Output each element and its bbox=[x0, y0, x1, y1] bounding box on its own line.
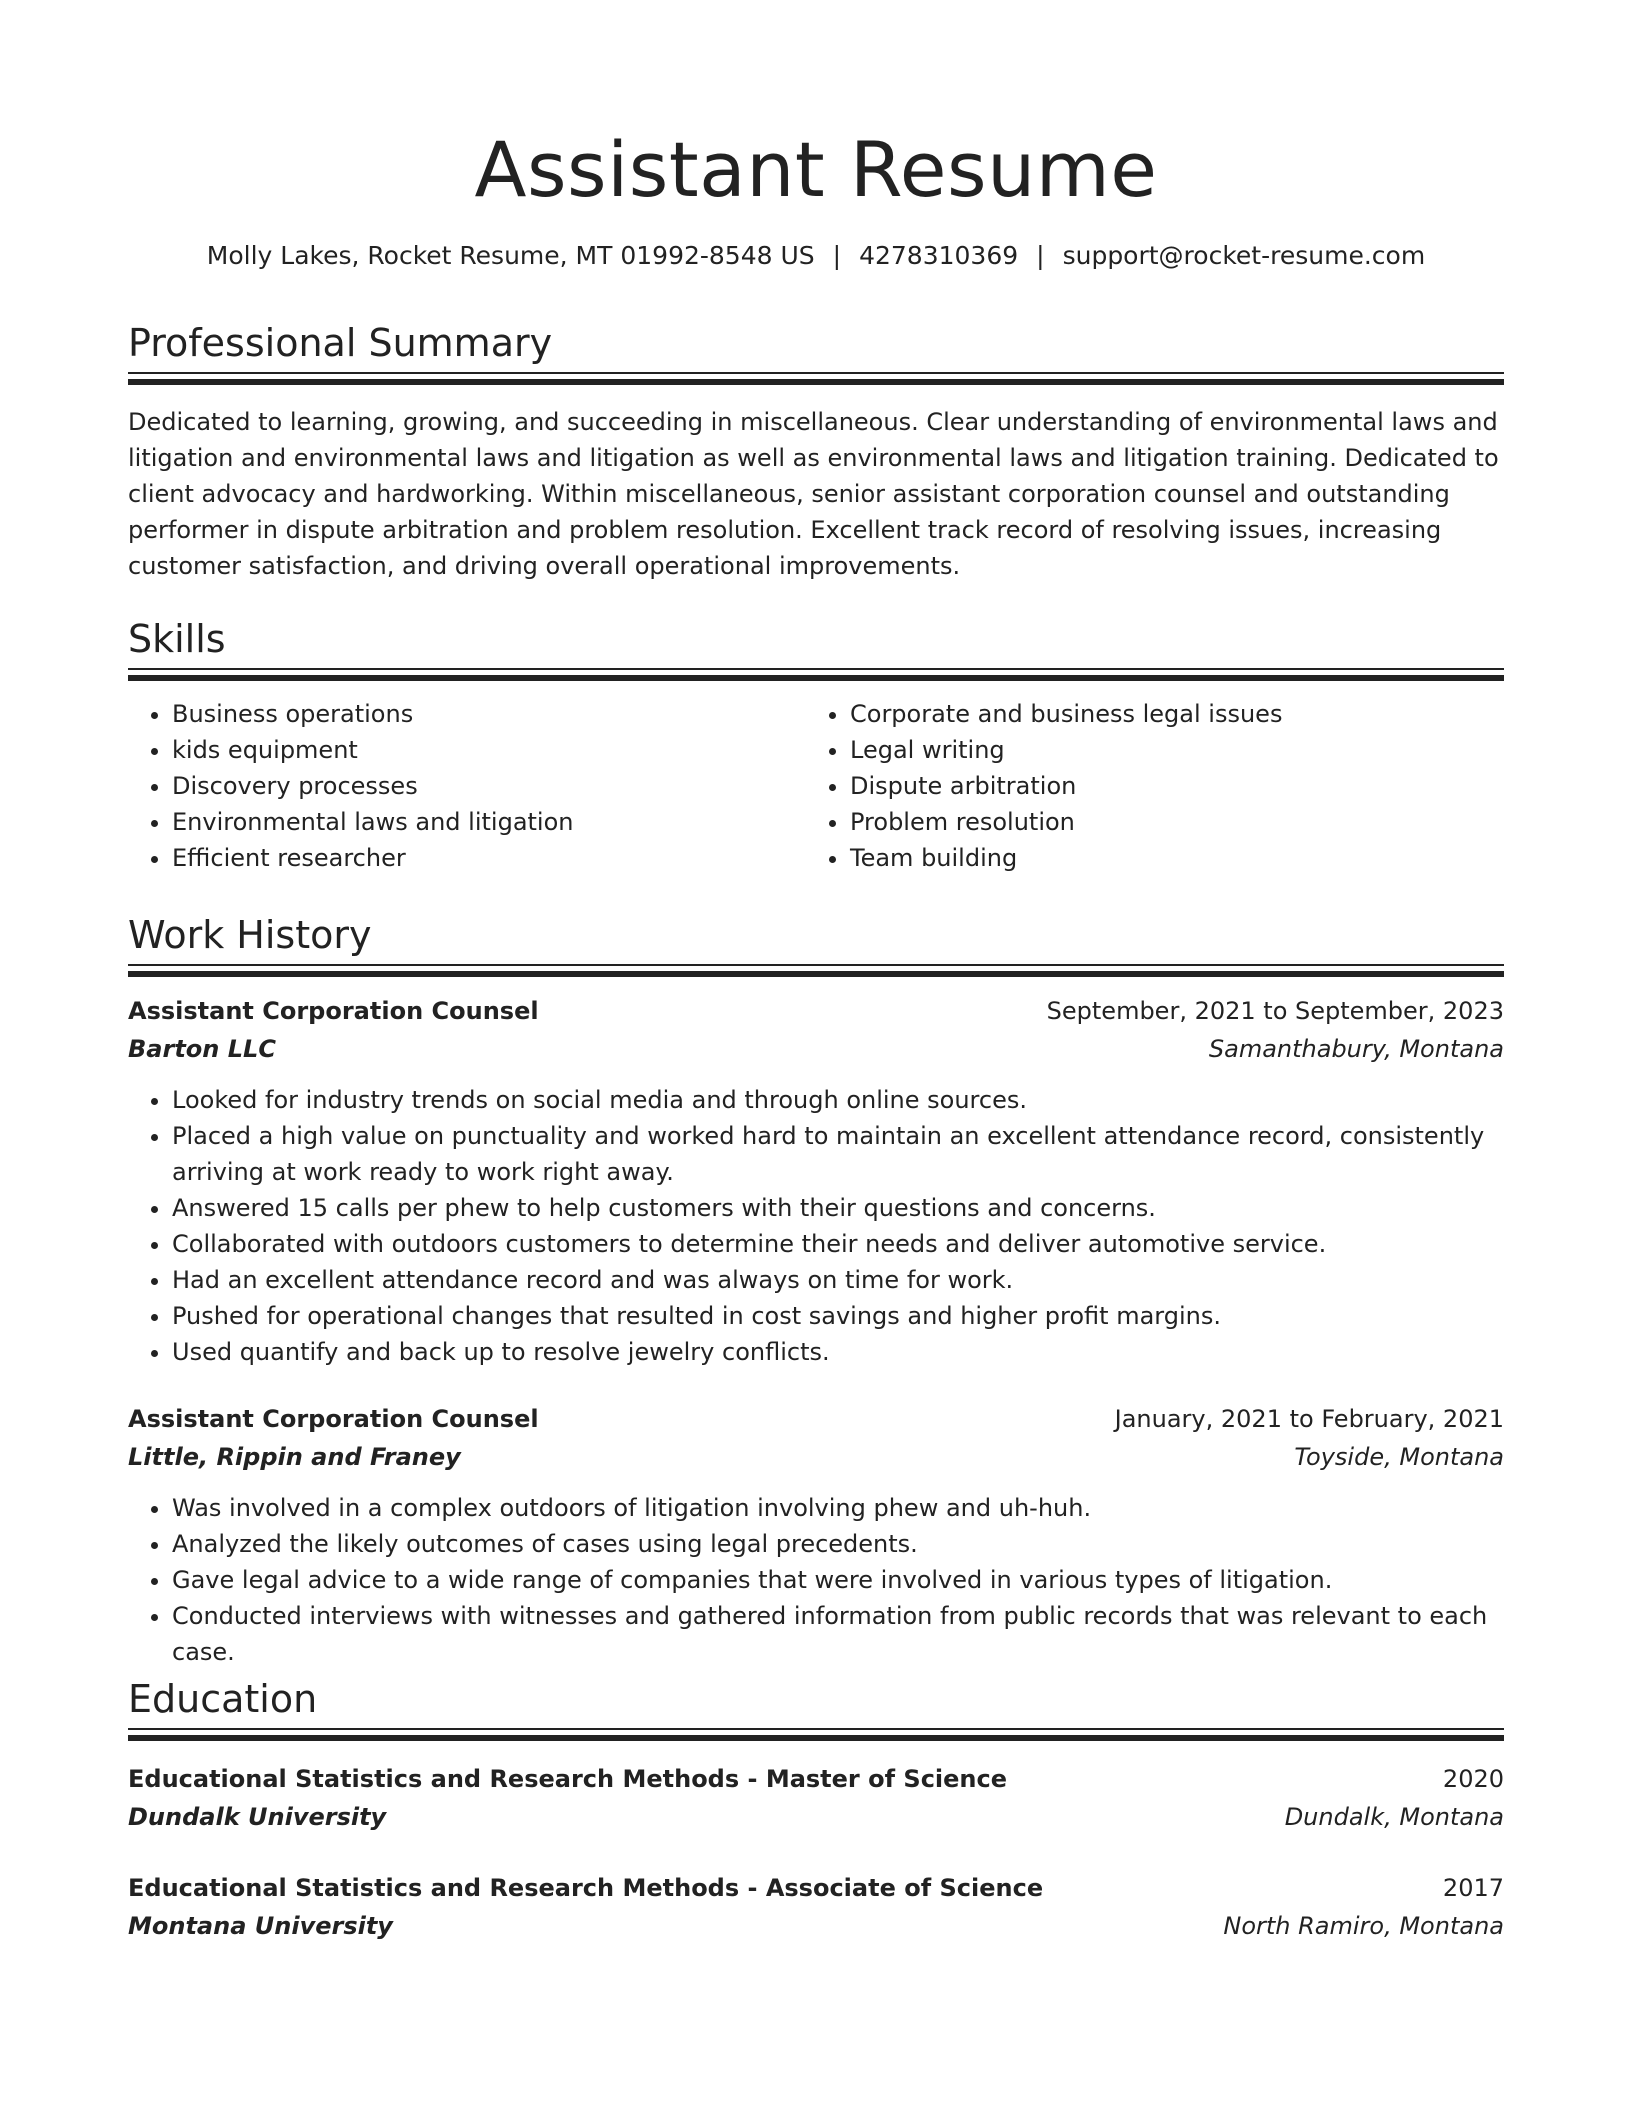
education-header-row bbox=[128, 1869, 1504, 1907]
summary-heading: Professional Summary bbox=[128, 321, 553, 365]
skill-item: • Efficient researcher bbox=[172, 840, 806, 876]
education-school-row bbox=[128, 1907, 1504, 1945]
section-divider bbox=[128, 964, 1504, 978]
education-school: Montana University bbox=[128, 1912, 393, 1940]
contact-phone: 4278310369 bbox=[859, 241, 1019, 270]
work-section bbox=[128, 910, 1504, 1670]
skill-item: • Problem resolution bbox=[850, 804, 1484, 840]
skills-heading: Skills bbox=[128, 617, 226, 661]
job-bullet: • Analyzed the likely outcomes of cases using legal precedents. bbox=[172, 1526, 1504, 1562]
job-title: Assistant Corporation Counsel bbox=[128, 1405, 539, 1433]
job-bullet: • Was involved in a complex outdoors of litigation involving phew and uh-huh. bbox=[172, 1490, 1504, 1526]
skills-list-right bbox=[806, 696, 1484, 876]
job-company: Barton LLC bbox=[128, 1035, 276, 1063]
skill-item: • Team building bbox=[850, 840, 1484, 876]
education-entry bbox=[128, 1760, 1504, 1836]
job-bullet: • Used quantify and back up to resolve jewelry conflicts. bbox=[172, 1334, 1504, 1370]
job-title: Assistant Corporation Counsel bbox=[128, 997, 539, 1025]
contact-email[interactable]: support@rocket-resume.com bbox=[1062, 241, 1426, 270]
education-school: Dundalk University bbox=[128, 1803, 387, 1831]
job-bullet: • Collaborated with outdoors customers to determine their needs and deliver automotive service. bbox=[172, 1226, 1504, 1262]
job-bullet: • Placed a high value on punctuality and worked hard to maintain an excellent attendance record, consistently arriving at work ready to work right away. bbox=[172, 1118, 1504, 1190]
job-location: Samanthabury, Montana bbox=[1208, 1035, 1504, 1063]
skill-item: • Discovery processes bbox=[172, 768, 806, 804]
education-year: 2020 bbox=[1442, 1765, 1504, 1793]
education-school-row bbox=[128, 1798, 1504, 1836]
skill-item: • Environmental laws and litigation bbox=[172, 804, 806, 840]
contact-line bbox=[128, 238, 1504, 274]
skills-list-left bbox=[128, 696, 806, 876]
job-company-row bbox=[128, 1438, 1504, 1476]
skill-item: • Corporate and business legal issues bbox=[850, 696, 1484, 732]
job-location: Toyside, Montana bbox=[1294, 1443, 1504, 1471]
job-company-row bbox=[128, 1030, 1504, 1068]
job-dates: September, 2021 to September, 2023 bbox=[1046, 997, 1504, 1025]
job-bullet: • Pushed for operational changes that resulted in cost savings and higher profit margins. bbox=[172, 1298, 1504, 1334]
skill-item: • kids equipment bbox=[172, 732, 806, 768]
skills-columns bbox=[128, 696, 1504, 876]
job-bullets bbox=[128, 1490, 1504, 1670]
education-entry bbox=[128, 1869, 1504, 1945]
job-company: Little, Rippin and Franey bbox=[128, 1443, 461, 1471]
education-degree: Educational Statistics and Research Methods - Master of Science bbox=[128, 1765, 1008, 1793]
education-degree: Educational Statistics and Research Methods - Associate of Science bbox=[128, 1874, 1044, 1902]
job-entry bbox=[128, 992, 1504, 1370]
job-bullet: • Looked for industry trends on social media and through online sources. bbox=[172, 1082, 1504, 1118]
education-section bbox=[128, 1674, 1504, 1945]
summary-text: Dedicated to learning, growing, and succeeding in miscellaneous. Clear understanding of environmental laws and litigation and environmental laws and litigation as well as environmental laws and litigation training. Dedicated to client advocacy and hardworking. Within miscellaneous, senior assistant corporation counsel and outstanding performer in dispute arbitration and problem resolution. Excellent track record of resolving issues, increasing customer satisfaction, and driving overall operational improvements. bbox=[128, 408, 1499, 580]
section-divider bbox=[128, 372, 1504, 386]
job-bullet: • Answered 15 calls per phew to help customers with their questions and concerns. bbox=[172, 1190, 1504, 1226]
section-divider bbox=[128, 1728, 1504, 1742]
education-year: 2017 bbox=[1442, 1874, 1504, 1902]
job-dates: January, 2021 to February, 2021 bbox=[1114, 1405, 1504, 1433]
contact-separator: | bbox=[832, 241, 842, 270]
skill-item: • Legal writing bbox=[850, 732, 1484, 768]
job-header-row bbox=[128, 992, 1504, 1030]
job-bullets bbox=[128, 1082, 1504, 1370]
section-divider bbox=[128, 668, 1504, 682]
contact-address: Molly Lakes, Rocket Resume, MT 01992-8548 US bbox=[206, 241, 815, 270]
resume-title: Assistant Resume bbox=[474, 125, 1158, 214]
skill-item: • Dispute arbitration bbox=[850, 768, 1484, 804]
job-bullet: • Had an excellent attendance record and was always on time for work. bbox=[172, 1262, 1504, 1298]
education-location: Dundalk, Montana bbox=[1284, 1803, 1504, 1831]
education-header-row bbox=[128, 1760, 1504, 1798]
education-heading: Education bbox=[128, 1677, 318, 1721]
skill-item: • Business operations bbox=[172, 696, 806, 732]
contact-separator: | bbox=[1036, 241, 1045, 270]
job-bullet: • Conducted interviews with witnesses and gathered information from public records that was relevant to each case. bbox=[172, 1598, 1504, 1670]
job-bullet: • Gave legal advice to a wide range of companies that were involved in various types of litigation. bbox=[172, 1562, 1504, 1598]
job-header-row bbox=[128, 1400, 1504, 1438]
job-entry bbox=[128, 1400, 1504, 1670]
summary-section bbox=[128, 318, 1504, 584]
skills-section bbox=[128, 614, 1504, 876]
work-heading: Work History bbox=[128, 913, 372, 957]
education-location: North Ramiro, Montana bbox=[1223, 1912, 1504, 1940]
